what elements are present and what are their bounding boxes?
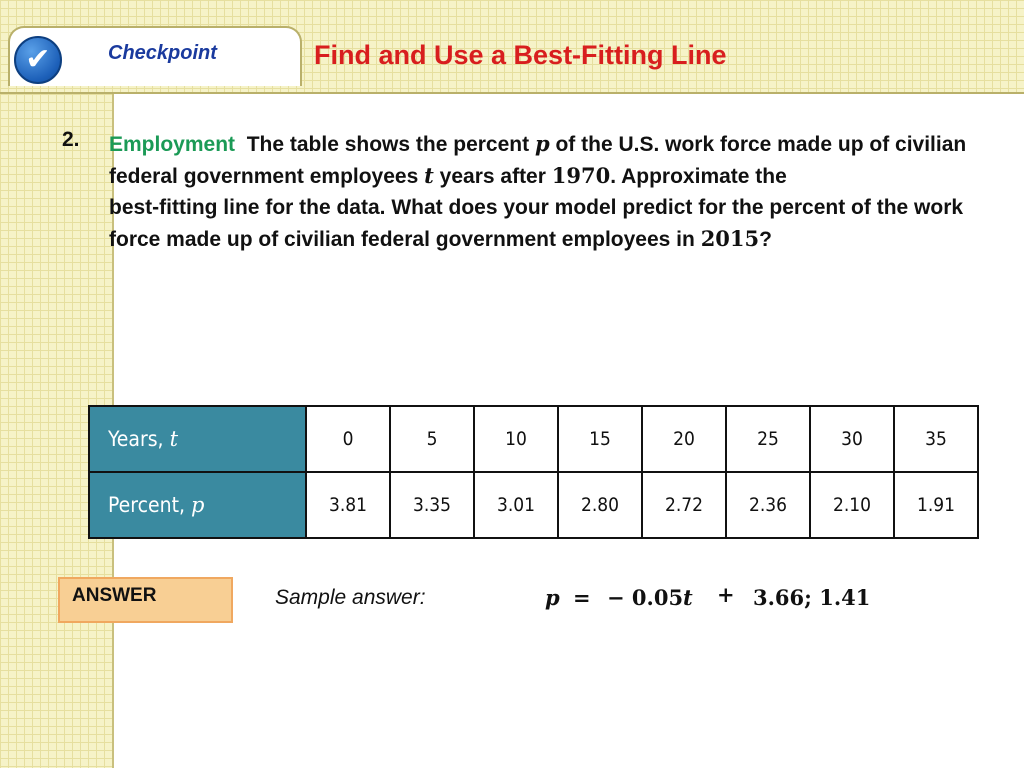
row-header-years-var: t bbox=[169, 427, 179, 451]
data-table bbox=[88, 405, 979, 539]
equation-equals: = bbox=[573, 585, 591, 610]
problem-text-5: best-fitting line for the data. What does your model predict for the percent of the work force made up of civilian federal government employees in bbox=[109, 196, 964, 251]
checkpoint-label: Checkpoint bbox=[108, 42, 217, 64]
sample-answer-label: Sample answer: bbox=[275, 586, 426, 609]
equation-rest: 3.66; 1.41 bbox=[753, 585, 871, 610]
year-end: 2015 bbox=[700, 226, 760, 251]
table-cell: 3.81 bbox=[306, 472, 390, 538]
answer-label: ANSWER bbox=[72, 585, 157, 606]
table-cell: 1.91 bbox=[894, 472, 978, 538]
problem-text-1: The table shows the percent bbox=[246, 133, 530, 156]
equation-slope: − 0.05 bbox=[607, 585, 684, 610]
table-row-years bbox=[89, 406, 978, 472]
row-header-years-label: Years, bbox=[108, 427, 170, 451]
table-cell: 2.80 bbox=[558, 472, 642, 538]
table-cell: 2.72 bbox=[642, 472, 726, 538]
check-mark-icon: ✔ bbox=[14, 36, 62, 84]
year-start: 1970 bbox=[551, 163, 611, 188]
row-header-percent-var: p bbox=[190, 493, 205, 517]
table-cell: 5 bbox=[390, 406, 474, 472]
table-cell: 35 bbox=[894, 406, 978, 472]
problem-text-6: ? bbox=[759, 228, 772, 251]
row-header-percent-label: Percent, bbox=[108, 493, 191, 517]
table-cell: 0 bbox=[306, 406, 390, 472]
problem-number: 2. bbox=[62, 128, 80, 151]
variable-t: t bbox=[424, 163, 434, 188]
variable-p: p bbox=[534, 131, 550, 156]
table-cell: 3.01 bbox=[474, 472, 558, 538]
problem-text-2: of the U.S. work force made up of civilian federal government employees bbox=[109, 133, 967, 188]
table-cell: 3.35 bbox=[390, 472, 474, 538]
equation-plus: + bbox=[717, 582, 735, 607]
table-row-percent bbox=[89, 472, 978, 538]
problem-text bbox=[109, 128, 1009, 255]
equation-t: t bbox=[683, 585, 693, 610]
table-cell: 15 bbox=[558, 406, 642, 472]
table-cell: 2.36 bbox=[726, 472, 810, 538]
table-cell: 30 bbox=[810, 406, 894, 472]
row-header-years bbox=[89, 406, 306, 472]
slide-title: Find and Use a Best-Fitting Line bbox=[314, 40, 727, 70]
problem-text-3: years after bbox=[439, 165, 546, 188]
table-cell: 2.10 bbox=[810, 472, 894, 538]
problem-topic: Employment bbox=[109, 133, 236, 156]
table-cell: 20 bbox=[642, 406, 726, 472]
table-cell: 10 bbox=[474, 406, 558, 472]
equation-p: p bbox=[545, 585, 560, 610]
problem-text-4: . Approximate the bbox=[610, 165, 787, 188]
header-divider bbox=[0, 92, 1024, 94]
answer-box bbox=[58, 577, 233, 623]
table-cell: 25 bbox=[726, 406, 810, 472]
row-header-percent bbox=[89, 472, 306, 538]
